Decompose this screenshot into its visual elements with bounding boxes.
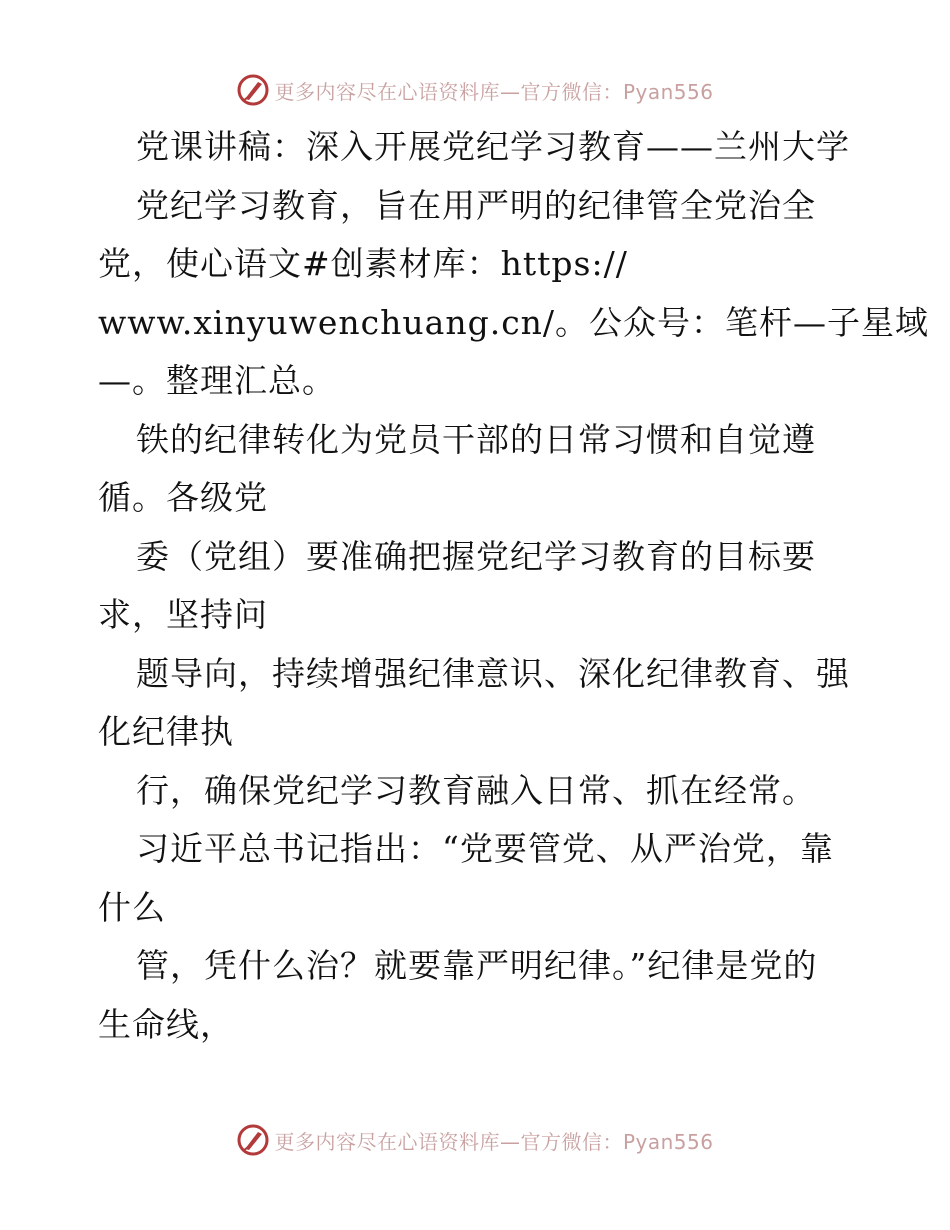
text-line: 循。各级党 [98, 478, 268, 517]
quill-pen-logo-icon [236, 73, 270, 107]
text-line: 铁的纪律转化为党员干部的日常习惯和自觉遵 [136, 419, 816, 459]
text-line: 题导向，持续增强纪律意识、深化纪律教育、强 [136, 653, 850, 693]
text-line: 党，使心语文#创素材库：https:// [98, 244, 628, 283]
quill-pen-logo-icon [236, 1123, 270, 1157]
text-line: 生命线， [98, 1004, 234, 1044]
text-line: 管，凭什么治？就要靠严明纪律。”纪律是党的 [136, 946, 818, 985]
header-watermark-text: 更多内容尽在心语资料库—官方微信：Pyan556 [274, 79, 714, 104]
footer-watermark [0, 1120, 950, 1160]
text-line: 习近平总书记指出：“党要管党、从严治党，靠 [136, 829, 834, 868]
text-line: —。整理汇总。 [98, 361, 336, 400]
text-line: 党纪学习教育，旨在用严明的纪律管全党治全 [136, 185, 816, 225]
header-watermark [0, 70, 950, 110]
document-body [98, 118, 930, 1054]
text-line: 求，坚持问 [98, 595, 268, 634]
text-line: www.xinyuwenchuang.cn/。公众号：笔杆—子星域 [98, 302, 930, 342]
footer-watermark-text: 更多内容尽在心语资料库—官方微信：Pyan556 [274, 1129, 714, 1154]
text-line: 委（党组）要准确把握党纪学习教育的目标要 [136, 536, 816, 576]
text-line: 什么 [98, 887, 166, 927]
text-line: 党课讲稿：深入开展党纪学习教育——兰州大学 [136, 127, 850, 166]
text-line: 行，确保党纪学习教育融入日常、抓在经常。 [136, 770, 816, 810]
text-line: 化纪律执 [98, 712, 234, 751]
